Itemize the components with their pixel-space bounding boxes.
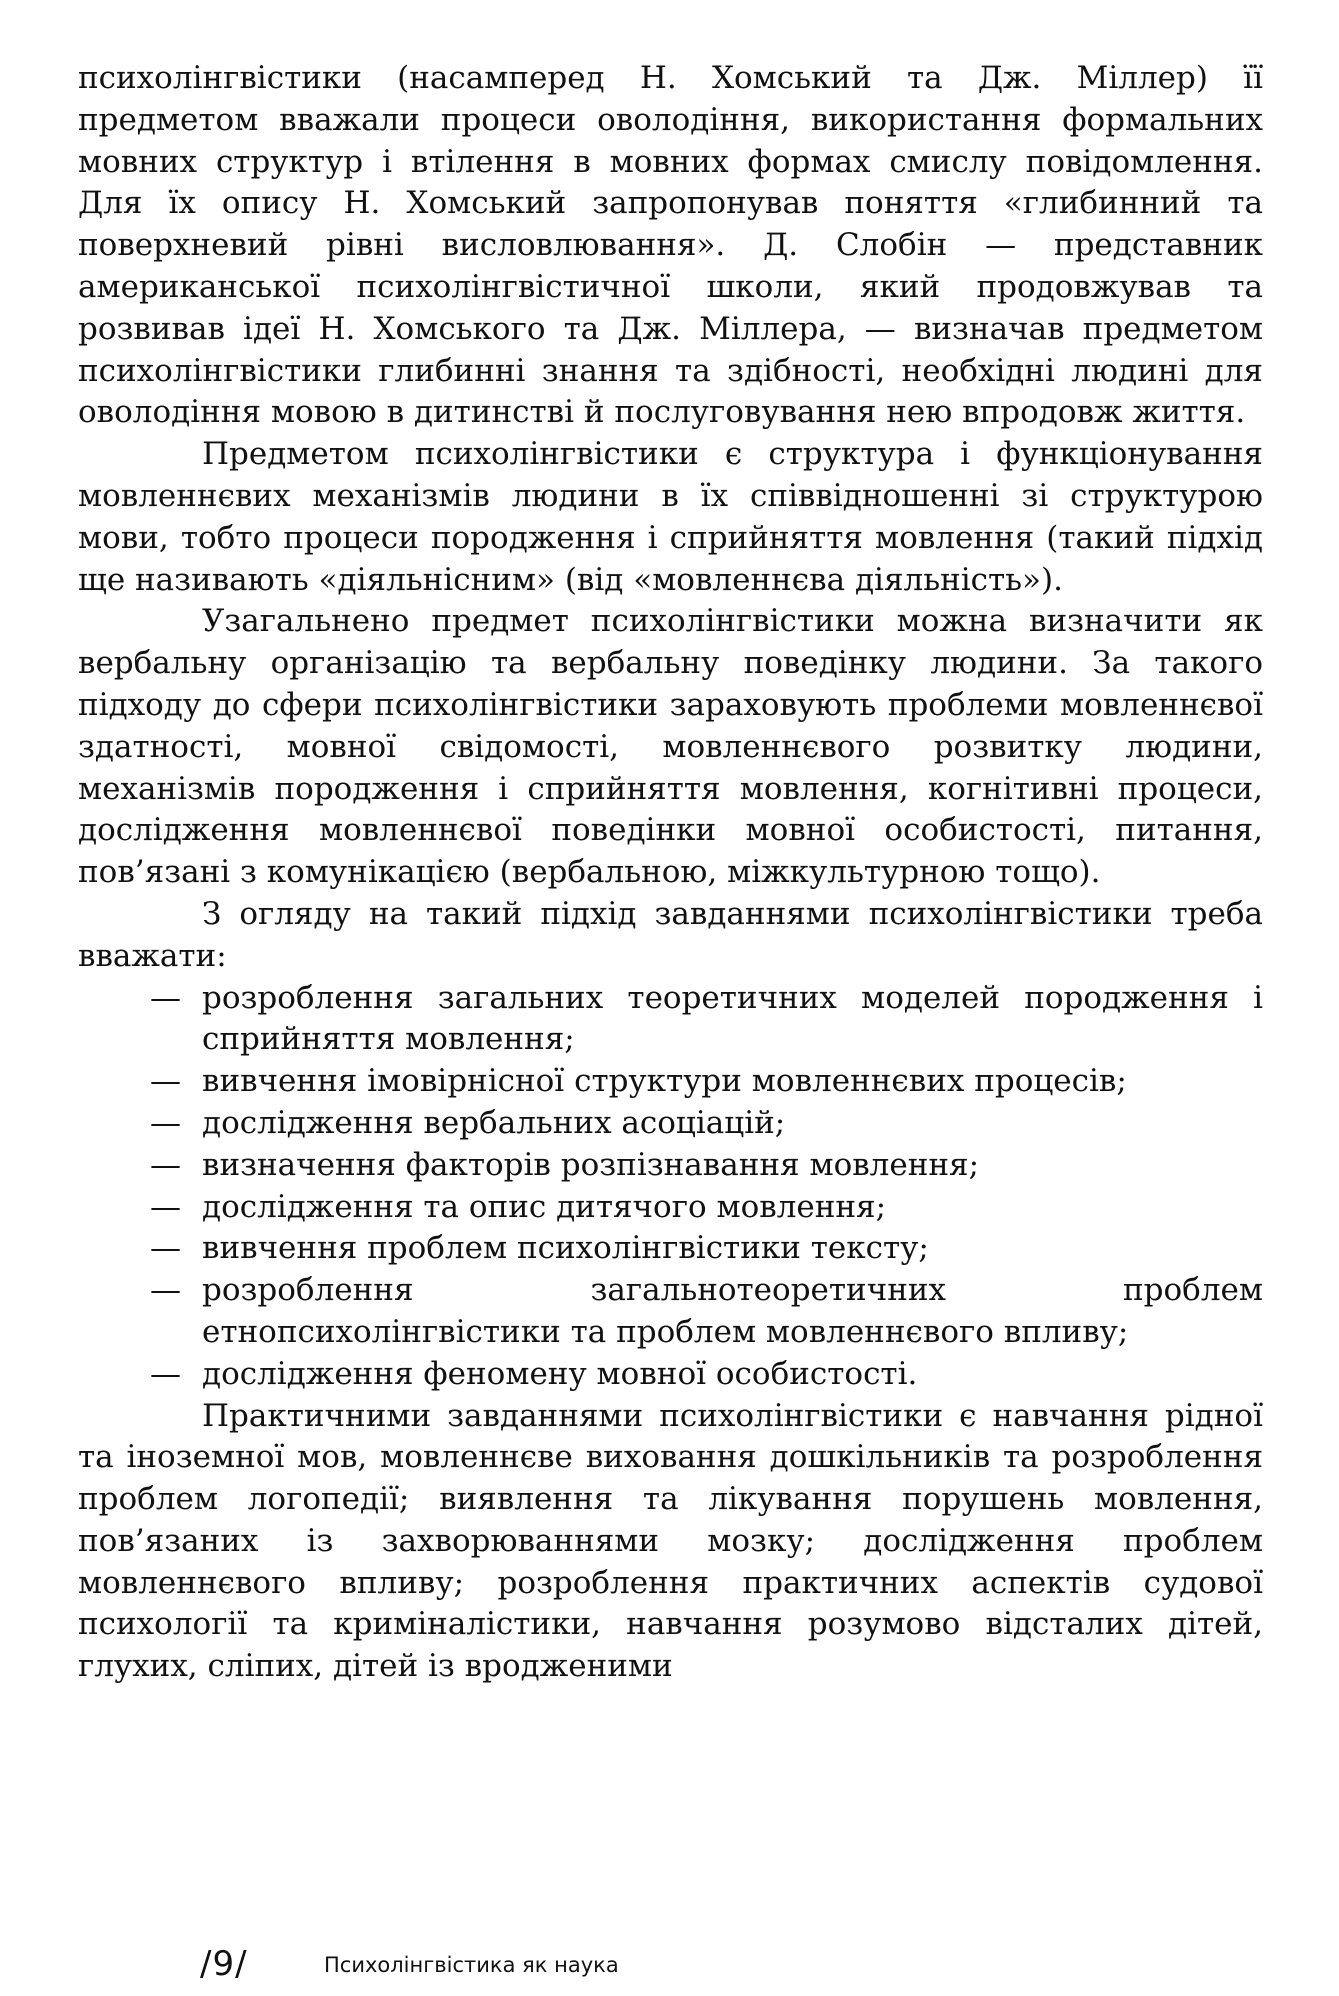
list-item <box>78 1228 1263 1270</box>
paragraph-continuation: психолінгвістики (насамперед Н. Хомський та Дж. Міллер) її предметом вважали процеси оволодіння, використання формальних мовних структур і втілення в мовних формах смислу повідомлення. Для їх опису Н. Хомський запропонував поняття «глибинний та поверхневий рівні висловлювання». Д. Слобін — представник американської психолінгвістичної школи, який продовжував та розвивав ідеї Н. Хомського та Дж. Міллера, — визначав предметом психолінгвістики глибинні знання та здібності, необхідні людині для оволодіння мовою в дитинстві й послуговування нею впродовж життя. <box>78 60 1263 431</box>
list-dash: — <box>150 979 181 1016</box>
page-body <box>78 58 1263 1688</box>
running-head: Психолінгвістика як наука <box>324 1953 619 1977</box>
list-dash: — <box>150 1146 181 1183</box>
paragraph-tasks-intro: З огляду на такий підхід завданнями психолінгвістики треба вважати: <box>78 895 1263 974</box>
list-item-text: визначення факторів розпізнавання мовлення; <box>202 1146 980 1183</box>
list-item-text: дослідження вербальних асоціацій; <box>202 1104 786 1141</box>
paragraph-practical-tasks: Практичними завданнями психолінгвістики є навчання рідної та іноземної мов, мовленнєве виховання дошкільників та розроблення проблем логопедії; виявлення та лікування порушень мовлення, пов’язаних із захворюваннями мозку; дослідження проблем мовленнєвого впливу; розроблення практичних аспектів судової психології та криміналістики, навчання розумово відсталих дітей, глухих, сліпих, дітей із вродженими <box>78 1397 1263 1685</box>
list-item <box>78 1270 1263 1354</box>
paragraph-generalized-subject: Узагальнено предмет психолінгвістики можна визначити як вербальну організацію та вербальну поведінку людини. За такого підходу до сфери психолінгвістики зараховують проблеми мовленнєвої здатності, мовної свідомості, мовленнєвого розвитку людини, механізмів породження і сприйняття мовлення, когнітивні процеси, дослідження мовленнєвої поведінки мовної особистості, питання, пов’язані з комунікацією (вербальною, міжкультурною тощо). <box>78 603 1263 891</box>
list-dash: — <box>150 1188 181 1225</box>
page-footer <box>200 1944 619 1984</box>
list-item <box>78 1061 1263 1103</box>
list-item <box>78 1103 1263 1145</box>
list-item-text: вивчення проблем психолінгвістики тексту; <box>202 1230 929 1267</box>
list-item-text: вивчення імовірнісної структури мовленнєвих процесів; <box>202 1063 1127 1100</box>
list-dash: — <box>150 1104 181 1141</box>
list-item-text: дослідження феномену мовної особистості. <box>202 1355 918 1392</box>
list-item <box>78 1145 1263 1187</box>
list-item <box>78 1187 1263 1229</box>
tasks-list <box>78 978 1263 1396</box>
list-item <box>78 1354 1263 1396</box>
list-item <box>78 978 1263 1062</box>
list-dash: — <box>150 1230 181 1267</box>
list-item-text: розроблення загальнотеоретичних проблем етнопсихолінгвістики та проблем мовленнєвого впливу; <box>202 1272 1263 1350</box>
list-item-text: дослідження та опис дитячого мовлення; <box>202 1188 887 1225</box>
list-item-text: розроблення загальних теоретичних моделей породження і сприйняття мовлення; <box>202 979 1263 1058</box>
list-dash: — <box>150 1355 181 1392</box>
list-dash: — <box>150 1063 181 1100</box>
list-dash: — <box>150 1272 181 1309</box>
paragraph-subject-definition: Предметом психолінгвістики є структура і функціонування мовленнєвих механізмів людини в їх співвідношенні зі структурою мови, тобто процеси породження і сприйняття мовлення (такий підхід ще називають «діяльнісним» (від «мовленнєва діяльність»). <box>78 436 1263 598</box>
page-number: /9/ <box>200 1944 248 1984</box>
